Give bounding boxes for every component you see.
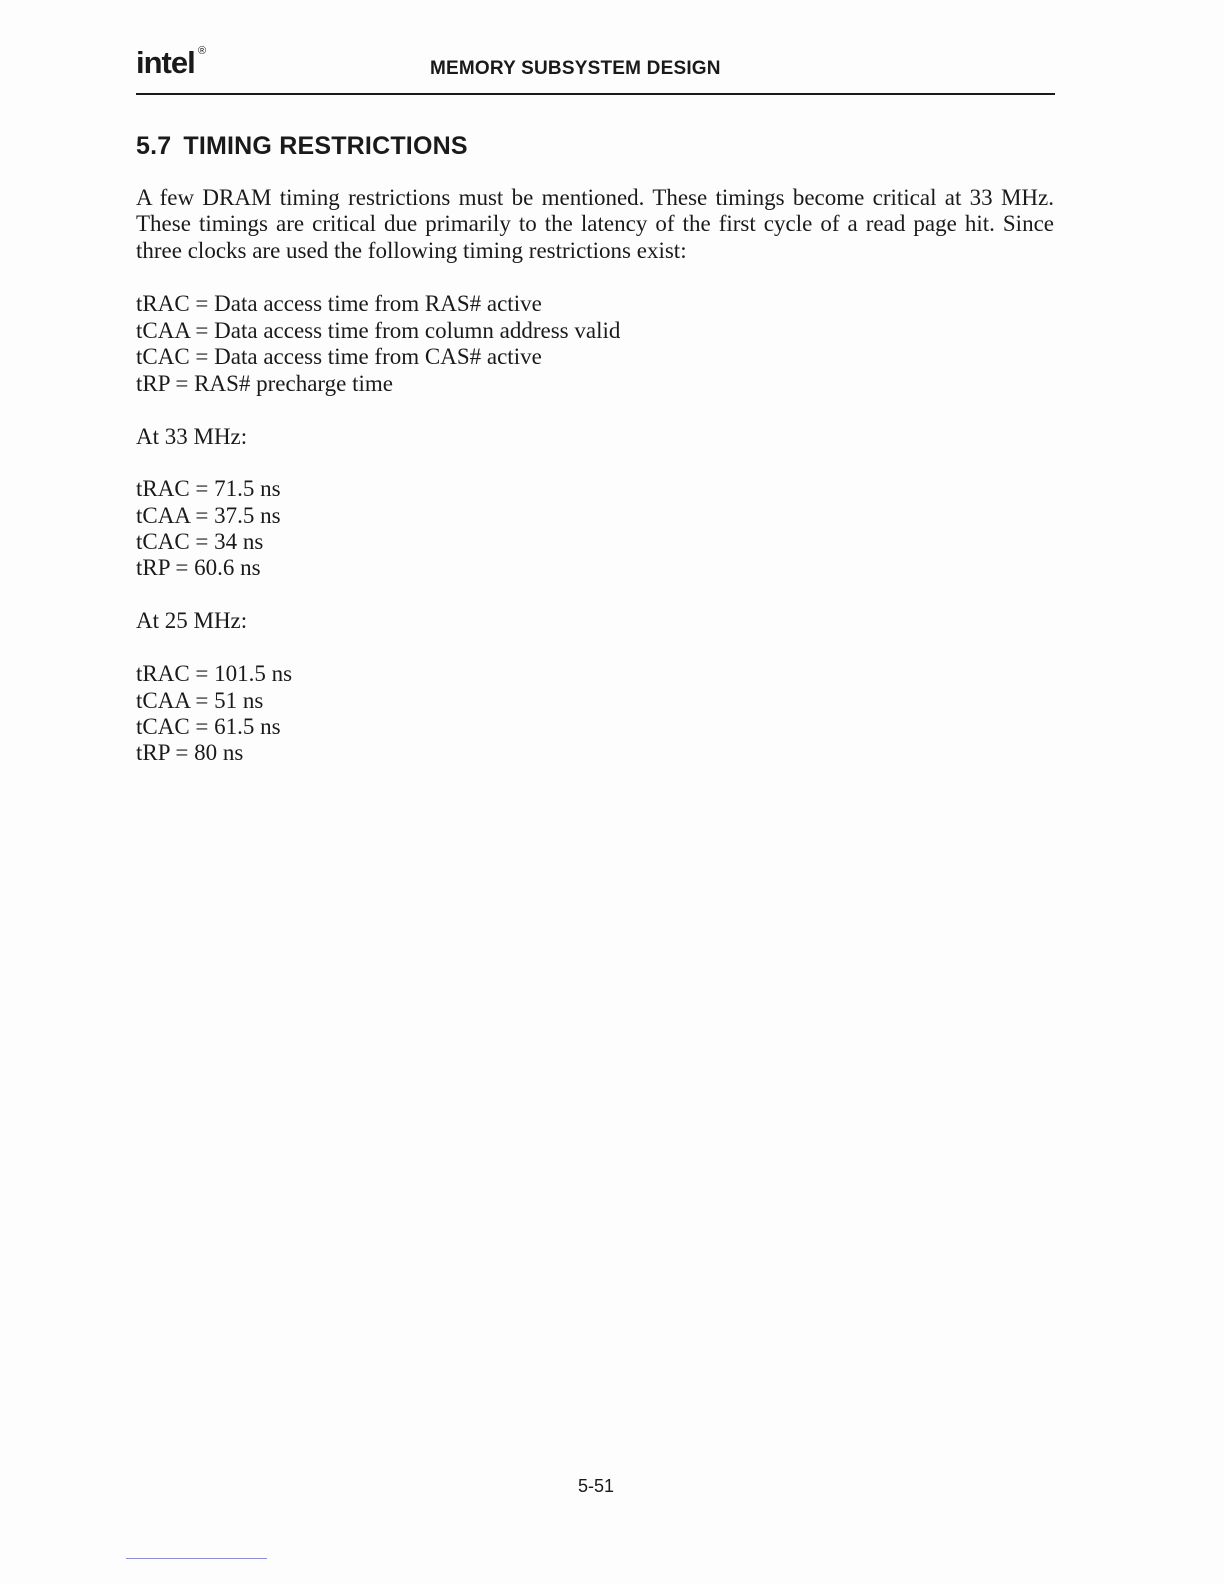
definition-tcaa: tCAA = Data access time from column address valid: [136, 318, 621, 343]
scan-edge-line: [126, 1558, 267, 1559]
freq-25-label: At 25 MHz:: [136, 608, 248, 633]
section-number: 5.7: [136, 132, 172, 160]
definition-trp: tRP = RAS# precharge time: [136, 371, 393, 396]
intro-paragraph: A few DRAM timing restrictions must be mentioned. These timings become critical at 33 MHz. These timings are critical due primarily to the latency of the first cycle of a read page hit. Since three clocks are used the following timing restrictions exist:: [136, 185, 1054, 263]
definition-trac: tRAC = Data access time from RAS# active: [136, 291, 542, 316]
freq-33-trp: tRP = 60.6 ns: [136, 555, 261, 580]
page-number: 5-51: [578, 1476, 615, 1496]
freq-25-tcaa: tCAA = 51 ns: [136, 688, 264, 713]
intel-logo: intel: [136, 45, 195, 80]
section-title: TIMING RESTRICTIONS: [183, 132, 468, 160]
page-header: [136, 46, 1055, 95]
header-title: MEMORY SUBSYSTEM DESIGN: [430, 58, 721, 79]
freq-25-trac: tRAC = 101.5 ns: [136, 661, 293, 686]
freq-33-tcaa: tCAA = 37.5 ns: [136, 503, 281, 528]
definition-tcac: tCAC = Data access time from CAS# active: [136, 344, 542, 369]
section-heading: [136, 130, 468, 162]
freq-33-trac: tRAC = 71.5 ns: [136, 476, 281, 501]
freq-25-trp: tRP = 80 ns: [136, 740, 244, 765]
freq-33-tcac: tCAC = 34 ns: [136, 529, 264, 554]
freq-25-tcac: tCAC = 61.5 ns: [136, 714, 281, 739]
registered-mark: ®: [198, 45, 207, 57]
freq-33-label: At 33 MHz:: [136, 424, 248, 449]
